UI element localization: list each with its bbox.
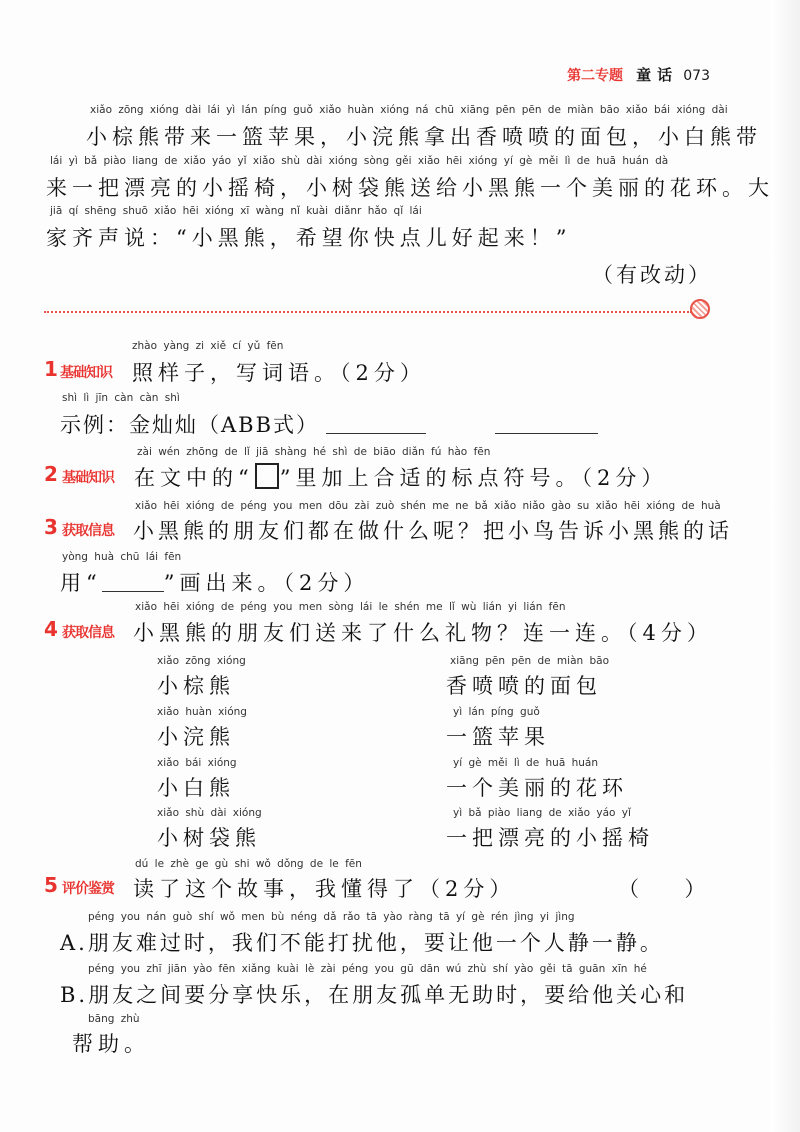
q1-example-pinyin: shì lì jīn càn càn shì	[62, 392, 180, 404]
q2-text-after: ”里加上合适的标点符号。（2分）	[279, 466, 668, 490]
page-edge-shadow	[770, 0, 800, 1132]
section-label: 第二专题	[567, 68, 624, 84]
q5-text: 读了这个故事，我懂得了（2分）	[133, 877, 516, 901]
match-right-item[interactable]: 一把漂亮的小摇椅	[446, 826, 654, 850]
q2-text-before: 在文中的“	[134, 466, 254, 490]
section-divider	[44, 311, 692, 313]
underline-mark	[102, 573, 164, 592]
match-left-pinyin: xiǎo shù dài xióng	[157, 807, 262, 819]
q2-text	[134, 462, 667, 492]
match-right-pinyin: yì bǎ piào liang de xiǎo yáo yǐ	[453, 807, 631, 819]
match-left-item[interactable]: 小浣熊	[157, 725, 235, 749]
option-b-cont: 帮助。	[72, 1032, 150, 1056]
q5-pinyin: dú le zhè ge gù shi wǒ dǒng de le fēn	[135, 858, 362, 870]
match-left-item[interactable]: 小白熊	[157, 776, 235, 800]
q1-answer-blank-2[interactable]	[495, 433, 598, 434]
passage-pinyin: xiǎo zōng xióng dài lái yì lán píng guǒ xiǎo huàn xióng ná chū xiāng pēn pēn de miàn bāo xiǎo bái xióng dài	[90, 104, 728, 116]
match-left-item[interactable]: 小树袋熊	[157, 826, 261, 850]
q3-pinyin: xiǎo hēi xióng de péng you men dōu zài zuò shén me ne bǎ xiǎo niǎo gào su xiǎo hēi xióng de huà	[135, 500, 721, 512]
page-header	[567, 64, 710, 85]
q1-answer-blank-1[interactable]	[326, 433, 426, 434]
match-right-pinyin: yì lán píng guǒ	[453, 706, 540, 718]
q1-pinyin: zhào yàng zi xiě cí yǔ fēn	[132, 340, 284, 352]
match-left-pinyin: xiǎo huàn xióng	[157, 706, 247, 718]
q3-cont-before: 用“	[60, 571, 102, 595]
q4-tag: 获取信息	[62, 625, 114, 641]
match-left-pinyin: xiǎo bái xióng	[157, 757, 237, 769]
q3-tag: 获取信息	[62, 523, 114, 539]
option-pinyin: péng you zhī jiān yào fēn xiǎng kuài lè zài péng you gū dān wú zhù shí yào gěi tā guān xīn hé	[88, 963, 647, 975]
q2-pinyin: zài wén zhōng de lǐ jiā shàng hé shì de biāo diǎn fú hào fēn	[137, 446, 491, 458]
q2-tag: 基础知识	[62, 470, 114, 486]
q1-text: 照样子，写词语。（2分）	[132, 361, 426, 385]
topic-label: 童话	[636, 66, 679, 84]
passage-line: 家齐声说：“小黑熊，希望你快点儿好起来！”	[46, 226, 572, 250]
q1-tag: 基础知识	[60, 365, 112, 381]
q4-pinyin: xiǎo hēi xióng de péng you men sòng lái le shén me lǐ wù lián yi lián fēn	[135, 601, 566, 613]
match-right-pinyin: xiāng pēn pēn de miàn bāo	[450, 655, 610, 667]
match-right-item[interactable]: 一个美丽的花环	[446, 776, 628, 800]
match-right-item[interactable]: 香喷喷的面包	[446, 674, 602, 698]
option-b[interactable]: B.朋友之间要分享快乐，在朋友孤单无助时，要给他关心和	[60, 983, 689, 1007]
q3-cont-pinyin: yòng huà chū lái fēn	[62, 551, 182, 563]
q5-tag: 评价鉴赏	[62, 881, 114, 897]
adapted-note: （有改动）	[592, 263, 712, 287]
match-left-pinyin: xiǎo zōng xióng	[157, 655, 246, 667]
match-right-item[interactable]: 一篮苹果	[446, 725, 550, 749]
q5-number: 5	[44, 873, 58, 897]
passage-pinyin: jiā qí shēng shuō xiǎo hēi xióng xī wàng nǐ kuài diǎnr hǎo qǐ lái	[50, 205, 422, 217]
q4-text: 小黑熊的朋友们送来了什么礼物？连一连。（4分）	[133, 621, 713, 645]
q3-text: 小黑熊的朋友们都在做什么呢？把小鸟告诉小黑熊的话	[133, 519, 733, 543]
answer-bracket[interactable]: （ ）	[618, 877, 708, 901]
passage-line: 来一把漂亮的小摇椅，小树袋熊送给小黑熊一个美丽的花环。大	[46, 176, 774, 200]
q3-cont-after: ”画出来。（2分）	[163, 571, 370, 595]
page-number: 073	[683, 68, 710, 84]
match-left-item[interactable]: 小棕熊	[157, 674, 235, 698]
match-right-pinyin: yí gè měi lì de huā huán	[453, 757, 598, 769]
q3-number: 3	[44, 515, 58, 539]
punctuation-box	[255, 463, 279, 489]
q2-number: 2	[44, 462, 58, 486]
option-a[interactable]: A.朋友难过时，我们不能打扰他，要让他一个人静一静。	[60, 931, 664, 955]
q1-example: 示例：金灿灿（ABB式）	[60, 413, 320, 437]
q4-number: 4	[44, 617, 58, 641]
q3-cont-text	[60, 567, 369, 597]
option-pinyin: péng you nán guò shí wǒ men bù néng dǎ rǎo tā yào ràng tā yí gè rén jìng yi jìng	[88, 911, 575, 923]
q1-number: 1	[44, 357, 58, 381]
option-pinyin: bāng zhù	[88, 1013, 140, 1025]
yarn-ball-icon	[690, 299, 710, 319]
passage-line: 小棕熊带来一篮苹果，小浣熊拿出香喷喷的面包，小白熊带	[86, 125, 762, 149]
passage-pinyin: lái yì bǎ piào liang de xiǎo yáo yǐ xiǎo shù dài xióng sòng gěi xiǎo hēi xióng yí gè měi lì de huā huán dà	[50, 155, 669, 167]
